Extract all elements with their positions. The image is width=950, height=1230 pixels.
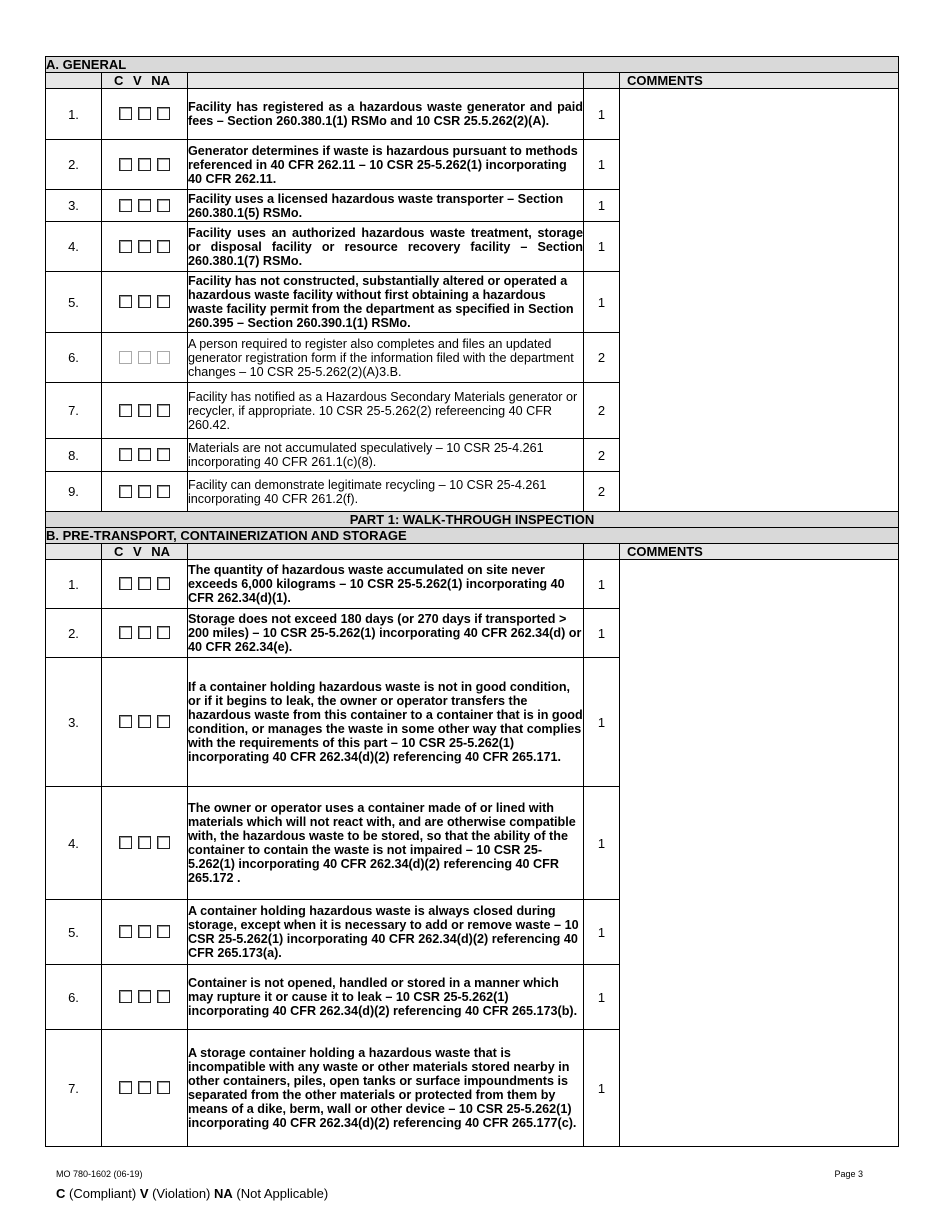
table-row bbox=[46, 560, 899, 609]
not-applicable-checkbox[interactable] bbox=[157, 295, 170, 308]
compliance-checkboxes bbox=[102, 89, 188, 140]
legend-v: V bbox=[139, 1186, 149, 1201]
item-number: 5. bbox=[46, 900, 102, 965]
violation-checkbox[interactable] bbox=[138, 199, 151, 212]
item-text: If a container holding hazardous waste is not in good condition, or if it begins to leak, the owner or operator transfers the hazardous waste from this container to a container that is in good condition, or manages the waste in some other way that complies with the requirements of this part – 10 CSR 25-5.262(1) incorporating 40 CFR 262.34(d)(2) referencing 40 CFR 265.171. bbox=[188, 658, 584, 787]
cvna-column-label: C V NA bbox=[102, 73, 188, 89]
violation-checkbox[interactable] bbox=[138, 448, 151, 461]
item-text: Facility can demonstrate legitimate recycling – 10 CSR 25-4.261 incorporating 40 CFR 261.2(f). bbox=[188, 472, 584, 512]
not-applicable-checkbox[interactable] bbox=[157, 485, 170, 498]
item-text: A storage container holding a hazardous waste that is incompatible with any waste or other materials stored nearby in other containers, piles, open tanks or surface impoundments is separated from the other materials or protected from them by means of a dike, berm, wall or other device – 10 CSR 25-5.262(1) incorporating 40 CFR 262.34(d)(2) referencing 40 CFR 265.177(c). bbox=[188, 1030, 584, 1147]
compliant-checkbox[interactable] bbox=[119, 107, 132, 120]
form-number: MO 780-1602 (06-19) bbox=[56, 1169, 143, 1179]
violation-checkbox[interactable] bbox=[138, 1081, 151, 1094]
compliance-checkboxes bbox=[102, 272, 188, 333]
compliant-checkbox[interactable] bbox=[119, 295, 132, 308]
item-number: 4. bbox=[46, 222, 102, 272]
item-number: 3. bbox=[46, 658, 102, 787]
item-level: 1 bbox=[584, 222, 620, 272]
item-number: 1. bbox=[46, 560, 102, 609]
item-level: 1 bbox=[584, 787, 620, 900]
not-applicable-checkbox[interactable] bbox=[157, 577, 170, 590]
item-text: Generator determines if waste is hazardous pursuant to methods referenced in 40 CFR 262.11 – 10 CSR 25-5.262(1) incorporating 40 CFR 262.11. bbox=[188, 140, 584, 190]
violation-checkbox[interactable] bbox=[138, 925, 151, 938]
item-text: Facility uses a licensed hazardous waste transporter – Section 260.380.1(5) RSMo. bbox=[188, 190, 584, 222]
item-level: 1 bbox=[584, 1030, 620, 1147]
item-level: 1 bbox=[584, 965, 620, 1030]
violation-checkbox[interactable] bbox=[138, 626, 151, 639]
item-level: 1 bbox=[584, 609, 620, 658]
compliance-checkboxes bbox=[102, 140, 188, 190]
compliant-checkbox[interactable] bbox=[119, 715, 132, 728]
item-text: The owner or operator uses a container made of or lined with materials which will not react with, and are otherwise compatible with, the hazardous waste to be stored, so that the ability of the container to contain the waste is not impaired – 10 CSR 25-5.262(1) incorporating 40 CFR 262.34(d)(2) referencing 40 CFR 265.172 . bbox=[188, 787, 584, 900]
violation-checkbox[interactable] bbox=[138, 240, 151, 253]
legend-na: NA bbox=[214, 1186, 233, 1201]
violation-checkbox[interactable] bbox=[138, 485, 151, 498]
section-b-column-header bbox=[46, 544, 899, 560]
not-applicable-checkbox[interactable] bbox=[157, 107, 170, 120]
compliant-checkbox[interactable] bbox=[119, 240, 132, 253]
section-b-header bbox=[46, 528, 899, 544]
compliance-checkboxes bbox=[102, 190, 188, 222]
compliant-checkbox[interactable] bbox=[119, 351, 132, 364]
item-number: 4. bbox=[46, 787, 102, 900]
section-a-title: A. GENERAL bbox=[46, 57, 899, 73]
not-applicable-checkbox[interactable] bbox=[157, 351, 170, 364]
item-level: 1 bbox=[584, 560, 620, 609]
table-row bbox=[46, 89, 899, 140]
comments-column-label: COMMENTS bbox=[620, 73, 899, 89]
not-applicable-checkbox[interactable] bbox=[157, 836, 170, 849]
not-applicable-checkbox[interactable] bbox=[157, 715, 170, 728]
item-number: 6. bbox=[46, 965, 102, 1030]
compliance-checkboxes bbox=[102, 560, 188, 609]
compliant-checkbox[interactable] bbox=[119, 925, 132, 938]
violation-checkbox[interactable] bbox=[138, 158, 151, 171]
item-number: 5. bbox=[46, 272, 102, 333]
item-number: 8. bbox=[46, 439, 102, 472]
violation-checkbox[interactable] bbox=[138, 715, 151, 728]
compliant-checkbox[interactable] bbox=[119, 199, 132, 212]
item-level: 1 bbox=[584, 272, 620, 333]
section-a-column-header bbox=[46, 73, 899, 89]
item-number: 2. bbox=[46, 609, 102, 658]
item-level: 2 bbox=[584, 383, 620, 439]
compliance-checkboxes bbox=[102, 787, 188, 900]
compliant-checkbox[interactable] bbox=[119, 577, 132, 590]
violation-checkbox[interactable] bbox=[138, 836, 151, 849]
comments-column-label: COMMENTS bbox=[620, 544, 899, 560]
item-level: 1 bbox=[584, 140, 620, 190]
item-level: 2 bbox=[584, 472, 620, 512]
compliance-checkboxes bbox=[102, 1030, 188, 1147]
not-applicable-checkbox[interactable] bbox=[157, 990, 170, 1003]
legend-v-desc: (Violation) bbox=[148, 1186, 214, 1201]
item-number: 2. bbox=[46, 140, 102, 190]
item-text: Materials are not accumulated speculatively – 10 CSR 25-4.261 incorporating 40 CFR 261.1(c)(8). bbox=[188, 439, 584, 472]
section-a-header bbox=[46, 57, 899, 73]
not-applicable-checkbox[interactable] bbox=[157, 158, 170, 171]
part-1-title: PART 1: WALK-THROUGH INSPECTION bbox=[46, 512, 899, 528]
compliance-checkboxes bbox=[102, 609, 188, 658]
legend bbox=[56, 1186, 328, 1201]
item-text: A container holding hazardous waste is always closed during storage, except when it is necessary to add or remove waste – 10 CSR 25-5.262(1) incorporating 40 CFR 262.34(d)(2) referencing 40 CFR 265.173(a). bbox=[188, 900, 584, 965]
legend-c: C bbox=[56, 1186, 66, 1201]
not-applicable-checkbox[interactable] bbox=[157, 240, 170, 253]
violation-checkbox[interactable] bbox=[138, 990, 151, 1003]
compliant-checkbox[interactable] bbox=[119, 158, 132, 171]
compliance-checkboxes bbox=[102, 439, 188, 472]
item-text: Container is not opened, handled or stored in a manner which may rupture it or cause it to leak – 10 CSR 25-5.262(1) incorporating 40 CFR 262.34(d)(2) referencing 40 CFR 265.173(b). bbox=[188, 965, 584, 1030]
item-text: Facility has not constructed, substantially altered or operated a hazardous waste facility without first obtaining a hazardous waste facility permit from the department as specified in Section 260.395 – Section 260.390.1(1) RSMo. bbox=[188, 272, 584, 333]
compliance-checkboxes bbox=[102, 383, 188, 439]
not-applicable-checkbox[interactable] bbox=[157, 925, 170, 938]
compliant-checkbox[interactable] bbox=[119, 1081, 132, 1094]
legend-na-desc: (Not Applicable) bbox=[232, 1186, 329, 1201]
item-number: 6. bbox=[46, 333, 102, 383]
item-number: 1. bbox=[46, 89, 102, 140]
compliance-checkboxes bbox=[102, 333, 188, 383]
not-applicable-checkbox[interactable] bbox=[157, 448, 170, 461]
compliance-checkboxes bbox=[102, 965, 188, 1030]
compliant-checkbox[interactable] bbox=[119, 404, 132, 417]
violation-checkbox[interactable] bbox=[138, 404, 151, 417]
item-level: 1 bbox=[584, 900, 620, 965]
not-applicable-checkbox[interactable] bbox=[157, 626, 170, 639]
cvna-column-label: C V NA bbox=[102, 544, 188, 560]
part-1-header bbox=[46, 512, 899, 528]
item-text: The quantity of hazardous waste accumulated on site never exceeds 6,000 kilograms – 10 CSR 25-5.262(1) incorporating 40 CFR 262.34(d)(1). bbox=[188, 560, 584, 609]
inspection-checklist-table bbox=[45, 56, 899, 1147]
section-b-title: B. PRE-TRANSPORT, CONTAINERIZATION AND STORAGE bbox=[46, 528, 899, 544]
compliance-checkboxes bbox=[102, 658, 188, 787]
compliant-checkbox[interactable] bbox=[119, 990, 132, 1003]
not-applicable-checkbox[interactable] bbox=[157, 199, 170, 212]
violation-checkbox[interactable] bbox=[138, 351, 151, 364]
comments-field[interactable] bbox=[620, 560, 899, 1147]
legend-c-desc: (Compliant) bbox=[65, 1186, 140, 1201]
compliance-checkboxes bbox=[102, 222, 188, 272]
compliance-checkboxes bbox=[102, 472, 188, 512]
compliant-checkbox[interactable] bbox=[119, 836, 132, 849]
violation-checkbox[interactable] bbox=[138, 295, 151, 308]
item-text: A person required to register also completes and files an updated generator registration form if the information filed with the department changes – 10 CSR 25-5.262(2)(A)3.B. bbox=[188, 333, 584, 383]
item-number: 7. bbox=[46, 1030, 102, 1147]
compliant-checkbox[interactable] bbox=[119, 485, 132, 498]
item-text: Facility has notified as a Hazardous Secondary Materials generator or recycler, if appropriate. 10 CSR 25-5.262(2) refereencing 40 CFR 260.42. bbox=[188, 383, 584, 439]
item-text: Facility has registered as a hazardous waste generator and paid fees – Section 260.380.1(1) RSMo and 10 CSR 25.5.262(2)(A). bbox=[188, 89, 584, 140]
compliant-checkbox[interactable] bbox=[119, 626, 132, 639]
page-number: Page 3 bbox=[834, 1169, 863, 1179]
item-number: 3. bbox=[46, 190, 102, 222]
violation-checkbox[interactable] bbox=[138, 577, 151, 590]
item-level: 2 bbox=[584, 439, 620, 472]
item-text: Facility uses an authorized hazardous waste treatment, storage or disposal facility or resource recovery facility – Section 260.380.1(7) RSMo. bbox=[188, 222, 584, 272]
item-number: 7. bbox=[46, 383, 102, 439]
compliance-checkboxes bbox=[102, 900, 188, 965]
item-number: 9. bbox=[46, 472, 102, 512]
violation-checkbox[interactable] bbox=[138, 107, 151, 120]
item-level: 1 bbox=[584, 89, 620, 140]
comments-field[interactable] bbox=[620, 89, 899, 512]
not-applicable-checkbox[interactable] bbox=[157, 1081, 170, 1094]
item-level: 2 bbox=[584, 333, 620, 383]
compliant-checkbox[interactable] bbox=[119, 448, 132, 461]
item-text: Storage does not exceed 180 days (or 270 days if transported > 200 miles) – 10 CSR 25-5.262(1) incorporating 40 CFR 262.34(d) or 40 CFR 262.34(e). bbox=[188, 609, 584, 658]
item-level: 1 bbox=[584, 658, 620, 787]
item-level: 1 bbox=[584, 190, 620, 222]
not-applicable-checkbox[interactable] bbox=[157, 404, 170, 417]
